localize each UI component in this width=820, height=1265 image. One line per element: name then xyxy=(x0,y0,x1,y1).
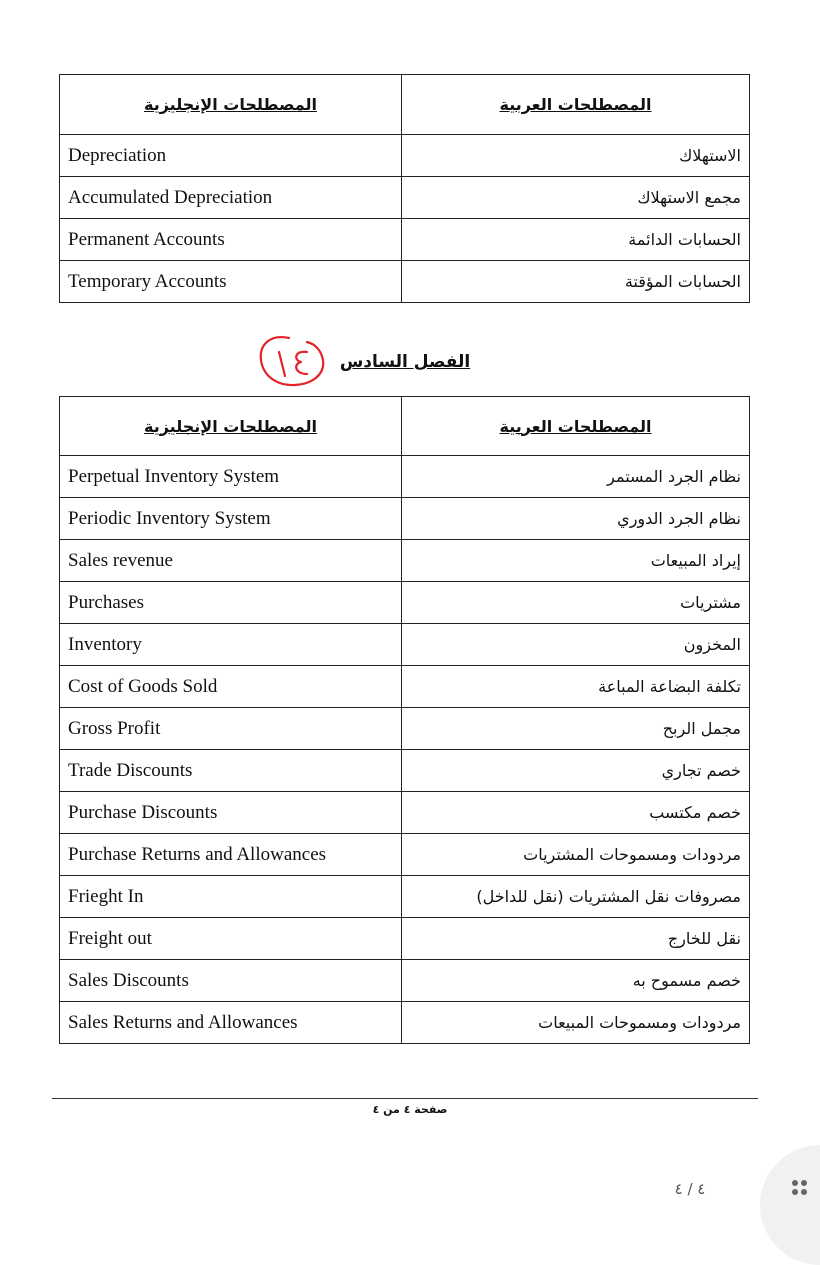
arabic-term: مردودات ومسموحات المبيعات xyxy=(402,1002,750,1044)
english-term: Inventory xyxy=(60,624,402,666)
english-term: Temporary Accounts xyxy=(60,261,402,303)
grid-dots-icon[interactable] xyxy=(792,1180,816,1200)
english-term: Permanent Accounts xyxy=(60,219,402,261)
arabic-term: نظام الجرد المستمر xyxy=(402,456,750,498)
english-term: Purchase Returns and Allowances xyxy=(60,834,402,876)
table-row xyxy=(60,624,750,666)
viewer-corner-button[interactable] xyxy=(760,1145,820,1265)
arabic-term: خصم مكتسب xyxy=(402,792,750,834)
footer-divider xyxy=(52,1098,758,1099)
header-arabic-terms: المصطلحات العربية xyxy=(402,75,750,135)
english-term: Freight out xyxy=(60,918,402,960)
table-row xyxy=(60,960,750,1002)
english-term: Accumulated Depreciation xyxy=(60,177,402,219)
arabic-term: مشتريات xyxy=(402,582,750,624)
english-term: Periodic Inventory System xyxy=(60,498,402,540)
arabic-term: خصم تجاري xyxy=(402,750,750,792)
arabic-term: مردودات ومسموحات المشتريات xyxy=(402,834,750,876)
table-row xyxy=(60,219,750,261)
table-row xyxy=(60,708,750,750)
table-row xyxy=(60,261,750,303)
english-term: Cost of Goods Sold xyxy=(60,666,402,708)
table-row xyxy=(60,498,750,540)
header-english-terms: المصطلحات الإنجليزية xyxy=(60,397,402,456)
header-english-terms: المصطلحات الإنجليزية xyxy=(60,75,402,135)
arabic-term: مصروفات نقل المشتريات (نقل للداخل) xyxy=(402,876,750,918)
table-row xyxy=(60,582,750,624)
arabic-term: المخزون xyxy=(402,624,750,666)
english-term: Gross Profit xyxy=(60,708,402,750)
arabic-term: مجمع الاستهلاك xyxy=(402,177,750,219)
arabic-term: تكلفة البضاعة المباعة xyxy=(402,666,750,708)
table-row xyxy=(60,792,750,834)
arabic-term: مجمل الربح xyxy=(402,708,750,750)
arabic-term: إيراد المبيعات xyxy=(402,540,750,582)
terms-table-1 xyxy=(59,74,750,303)
english-term: Perpetual Inventory System xyxy=(60,456,402,498)
table-row xyxy=(60,1002,750,1044)
table-row xyxy=(60,540,750,582)
english-term: Depreciation xyxy=(60,135,402,177)
arabic-term: نظام الجرد الدوري xyxy=(402,498,750,540)
english-term: Sales revenue xyxy=(60,540,402,582)
arabic-term: خصم مسموح به xyxy=(402,960,750,1002)
chapter-title: الفصل السادس xyxy=(339,352,471,372)
table-header-row xyxy=(60,75,750,135)
table-row xyxy=(60,750,750,792)
arabic-term: الاستهلاك xyxy=(402,135,750,177)
table-header-row xyxy=(60,397,750,456)
header-arabic-terms: المصطلحات العربية xyxy=(402,397,750,456)
english-term: Purchases xyxy=(60,582,402,624)
viewer-page-counter: ٤ / ٤ xyxy=(674,1180,706,1198)
table-row xyxy=(60,456,750,498)
table-row xyxy=(60,135,750,177)
arabic-term: الحسابات المؤقتة xyxy=(402,261,750,303)
arabic-term: نقل للخارج xyxy=(402,918,750,960)
arabic-term: الحسابات الدائمة xyxy=(402,219,750,261)
handwritten-number-annotation xyxy=(255,330,330,392)
page-number-footer: صفحة ٤ من ٤ xyxy=(372,1103,448,1116)
english-term: Sales Returns and Allowances xyxy=(60,1002,402,1044)
english-term: Purchase Discounts xyxy=(60,792,402,834)
english-term: Frieght In xyxy=(60,876,402,918)
english-term: Sales Discounts xyxy=(60,960,402,1002)
table-row xyxy=(60,666,750,708)
table-row xyxy=(60,834,750,876)
table-row xyxy=(60,177,750,219)
table-row xyxy=(60,918,750,960)
table-row xyxy=(60,876,750,918)
terms-table-2 xyxy=(59,396,750,1044)
english-term: Trade Discounts xyxy=(60,750,402,792)
